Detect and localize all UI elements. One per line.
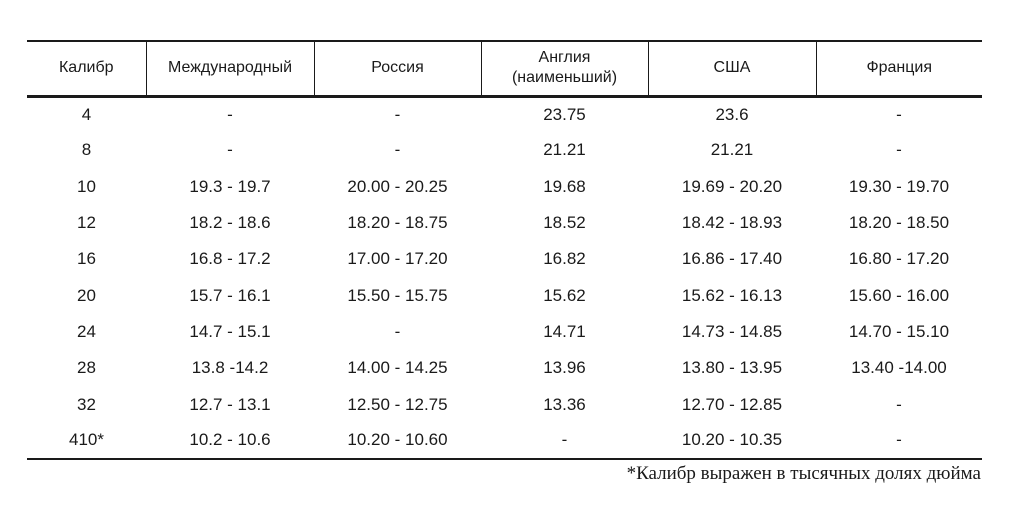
cell-russia: 14.00 - 14.25	[347, 358, 448, 378]
cell-usa: 16.86 - 17.40	[681, 249, 783, 269]
table-row	[27, 350, 982, 386]
cell-international: 19.3 - 19.7	[189, 176, 271, 196]
cell-usa: 14.73 - 14.85	[681, 321, 783, 341]
cell-england: 15.62	[543, 285, 586, 305]
table-row	[27, 169, 982, 205]
cell-france: -	[816, 423, 982, 459]
cell-russia: 18.20 - 18.75	[347, 213, 448, 233]
header-row	[27, 41, 982, 96]
cell-england: 23.75	[543, 104, 586, 124]
cell-england: 14.71	[543, 321, 586, 341]
cell-caliber: 16	[77, 249, 96, 269]
table-row	[27, 423, 982, 459]
cell-caliber: 10	[77, 176, 96, 196]
cell-international: 15.7 - 16.1	[189, 285, 271, 305]
cell-caliber: 28	[77, 358, 96, 378]
cell-france: 13.40 -14.00	[851, 358, 947, 378]
cell-england: 13.96	[543, 358, 586, 378]
header-international: Международный	[146, 41, 314, 96]
cell-usa: 18.42 - 18.93	[681, 213, 783, 233]
cell-england: 19.68	[543, 176, 586, 196]
cell-caliber: 20	[77, 285, 96, 305]
cell-england: 18.52	[543, 213, 586, 233]
cell-caliber: 410*	[27, 423, 146, 459]
cell-france: 18.20 - 18.50	[848, 213, 950, 233]
cell-russia: -	[394, 140, 401, 160]
cell-france: -	[896, 394, 902, 414]
cell-usa: 19.69 - 20.20	[681, 176, 783, 196]
header-caliber: Калибр	[27, 41, 146, 96]
cell-usa: 15.62 - 16.13	[681, 285, 783, 305]
cell-russia: 17.00 - 17.20	[347, 249, 448, 269]
cell-international: 12.7 - 13.1	[189, 394, 271, 414]
cell-caliber: 32	[77, 394, 96, 414]
table-body	[27, 96, 982, 459]
cell-caliber: 8	[81, 140, 92, 160]
cell-international: -	[227, 104, 233, 124]
table-header	[27, 41, 982, 96]
table-row	[27, 314, 982, 350]
table-row	[27, 132, 982, 168]
cell-caliber: 12	[77, 213, 96, 233]
cell-russia: -	[394, 104, 401, 124]
cell-usa: 13.80 - 13.95	[681, 358, 783, 378]
header-usa: США	[648, 41, 816, 96]
cell-international: -	[227, 140, 233, 160]
cell-england: 13.36	[543, 394, 586, 414]
cell-france: -	[896, 140, 902, 160]
cell-russia: 15.50 - 15.75	[347, 285, 448, 305]
caliber-table-container	[27, 40, 982, 460]
cell-russia: 12.50 - 12.75	[347, 394, 448, 414]
header-france: Франция	[816, 41, 982, 96]
table-row	[27, 96, 982, 132]
cell-international: 18.2 - 18.6	[189, 213, 271, 233]
cell-russia: 20.00 - 20.25	[347, 176, 448, 196]
table-row	[27, 277, 982, 313]
cell-international: 14.7 - 15.1	[189, 321, 271, 341]
cell-france: 19.30 - 19.70	[848, 176, 950, 196]
table-row	[27, 241, 982, 277]
cell-england: 21.21	[543, 140, 586, 160]
cell-usa: 12.70 - 12.85	[681, 394, 783, 414]
cell-england: 16.82	[543, 249, 586, 269]
header-russia: Россия	[314, 41, 481, 96]
header-england: Англия (наименьший)	[481, 41, 648, 96]
cell-russia: -	[394, 321, 401, 341]
cell-international: 16.8 - 17.2	[189, 249, 271, 269]
cell-france: 16.80 - 17.20	[848, 249, 950, 269]
cell-usa: 10.20 - 10.35	[648, 423, 816, 459]
cell-usa: 21.21	[710, 140, 754, 160]
cell-caliber: 4	[81, 104, 92, 124]
cell-usa: 23.6	[715, 104, 749, 124]
cell-russia: 10.20 - 10.60	[314, 423, 481, 459]
cell-caliber: 24	[77, 321, 96, 341]
table-row	[27, 386, 982, 422]
cell-international: 10.2 - 10.6	[146, 423, 314, 459]
cell-france: 14.70 - 15.10	[848, 321, 950, 341]
cell-france: 15.60 - 16.00	[848, 285, 950, 305]
caliber-table	[27, 40, 982, 460]
cell-england: -	[481, 423, 648, 459]
cell-france: -	[896, 104, 902, 124]
table-row	[27, 205, 982, 241]
footnote: *Калибр выражен в тысячных долях дюйма	[626, 463, 981, 484]
cell-international: 13.8 -14.2	[191, 358, 269, 378]
